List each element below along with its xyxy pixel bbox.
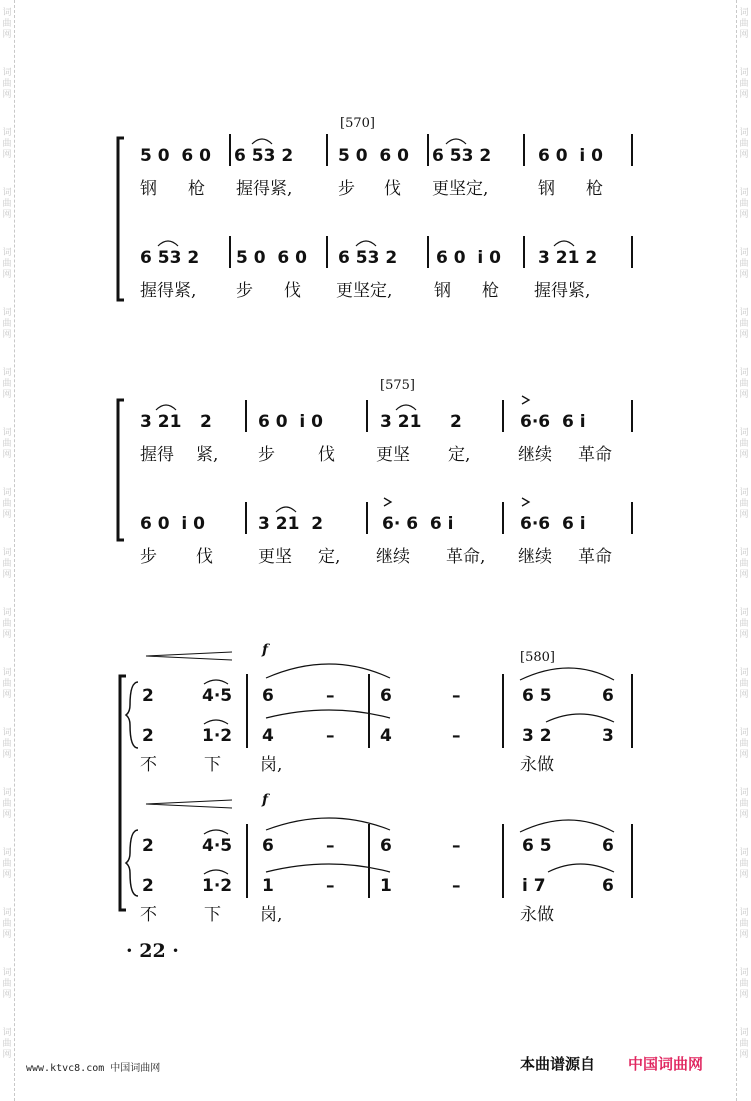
note: 6 bbox=[262, 686, 274, 706]
barline bbox=[245, 502, 247, 534]
note-group: 6·6 6 i bbox=[520, 412, 586, 432]
note: 3 2 bbox=[522, 726, 552, 746]
note: i 7 bbox=[522, 876, 546, 896]
slur bbox=[266, 864, 390, 872]
system-bracket bbox=[118, 138, 124, 300]
barline bbox=[229, 236, 231, 268]
barline bbox=[245, 400, 247, 432]
lyric: 下 bbox=[204, 905, 221, 925]
note: – bbox=[452, 836, 461, 856]
slur bbox=[156, 405, 176, 410]
watermark-glyphs: 词 曲 网 bbox=[2, 548, 12, 580]
note: 6 bbox=[380, 686, 392, 706]
slur bbox=[520, 820, 614, 832]
lyric: 伐 bbox=[318, 445, 335, 465]
lyric: 钢 bbox=[538, 179, 555, 199]
lyric: 钢 bbox=[140, 179, 157, 199]
barline bbox=[368, 674, 370, 748]
lyric: 继续 bbox=[518, 547, 552, 567]
slur bbox=[266, 818, 390, 830]
note: 6 5 bbox=[522, 836, 552, 856]
note: 4 bbox=[380, 726, 392, 746]
slur bbox=[396, 405, 416, 410]
barline bbox=[229, 134, 231, 166]
note: – bbox=[452, 726, 461, 746]
slur bbox=[204, 870, 228, 874]
crescendo-hairpin bbox=[146, 800, 232, 808]
watermark-glyphs: 词 曲 网 bbox=[2, 188, 12, 220]
measure-number: [575] bbox=[380, 378, 415, 393]
barline bbox=[366, 400, 368, 432]
barline bbox=[631, 502, 633, 534]
lyric: 握得紧, bbox=[236, 179, 293, 199]
lyric: 不 bbox=[140, 905, 157, 925]
slur bbox=[204, 720, 228, 724]
watermark-glyphs: 词 曲 网 bbox=[2, 728, 12, 760]
lyric: 岗, bbox=[260, 905, 283, 925]
note: 1·2 bbox=[202, 726, 233, 746]
note-group: 3 21 bbox=[380, 412, 422, 432]
watermark-glyphs: 词 曲 网 bbox=[739, 668, 749, 700]
slur bbox=[548, 864, 614, 872]
lyric: 枪 bbox=[482, 281, 499, 301]
note-group: 6 53 2 bbox=[432, 146, 492, 166]
dynamic-marking: f bbox=[262, 792, 269, 808]
lyric: 不 bbox=[140, 755, 157, 775]
lyric: 钢 bbox=[434, 281, 451, 301]
watermark-glyphs: 词 曲 网 bbox=[2, 248, 12, 280]
note-group: 6 53 2 bbox=[338, 248, 398, 268]
note: 4 bbox=[262, 726, 274, 746]
note: 1 bbox=[380, 876, 392, 896]
note-group: 5 0 6 0 bbox=[338, 146, 409, 166]
barline bbox=[523, 134, 525, 166]
watermark-glyphs: 词 曲 网 bbox=[739, 248, 749, 280]
watermark-glyphs: 词 曲 网 bbox=[739, 1028, 749, 1060]
lyric: 更坚 bbox=[258, 547, 292, 567]
lyric: 永做 bbox=[520, 905, 554, 925]
slur bbox=[520, 668, 614, 680]
lyric: 步 bbox=[140, 547, 157, 567]
slur bbox=[554, 241, 574, 246]
system-bracket bbox=[118, 400, 124, 540]
note-group: 6·6 6 i bbox=[520, 514, 586, 534]
lyric: 更坚定, bbox=[432, 179, 489, 199]
note-group: 6 0 i 0 bbox=[258, 412, 323, 432]
watermark-glyphs: 词 曲 网 bbox=[739, 368, 749, 400]
note: 2 bbox=[142, 686, 154, 706]
watermark-glyphs: 词 曲 网 bbox=[739, 68, 749, 100]
barline bbox=[631, 674, 633, 748]
note: 2 bbox=[142, 876, 154, 896]
lyric: 永做 bbox=[520, 755, 554, 775]
note-group: 6 0 i 0 bbox=[140, 514, 205, 534]
slur bbox=[266, 664, 390, 678]
slur bbox=[158, 241, 178, 246]
note-group: 6 53 2 bbox=[234, 146, 294, 166]
barline bbox=[631, 236, 633, 268]
watermark-glyphs: 词 曲 网 bbox=[739, 728, 749, 760]
watermark-glyphs: 词 曲 网 bbox=[739, 428, 749, 460]
note: 2 bbox=[142, 726, 154, 746]
watermark-glyphs: 词 曲 网 bbox=[2, 608, 12, 640]
watermark-glyphs: 词 曲 网 bbox=[739, 848, 749, 880]
slur bbox=[356, 241, 376, 246]
lyric: 更坚定, bbox=[336, 281, 393, 301]
watermark-glyphs: 词 曲 网 bbox=[739, 488, 749, 520]
note: – bbox=[326, 726, 335, 746]
footer-source-label: 本曲谱源自 bbox=[520, 1055, 596, 1073]
lyric: 定, bbox=[448, 445, 471, 465]
brace bbox=[126, 682, 138, 748]
lyric: 握得紧, bbox=[140, 281, 197, 301]
barline bbox=[631, 824, 633, 898]
footer-brand: 中国词曲网 bbox=[628, 1055, 704, 1073]
measure-number: [570] bbox=[340, 116, 375, 131]
note-group: 6 0 i 0 bbox=[436, 248, 501, 268]
watermark-glyphs: 词 曲 网 bbox=[739, 788, 749, 820]
note: 4·5 bbox=[202, 686, 233, 706]
lyric: 枪 bbox=[586, 179, 603, 199]
watermark-glyphs: 词 曲 网 bbox=[2, 128, 12, 160]
note-group: 5 0 6 0 bbox=[236, 248, 307, 268]
slur bbox=[266, 710, 390, 718]
watermark-glyphs: 词 曲 网 bbox=[739, 608, 749, 640]
barline bbox=[427, 236, 429, 268]
lyric: 步 bbox=[338, 179, 355, 199]
barline bbox=[368, 824, 370, 898]
note: 3 bbox=[602, 726, 614, 746]
brace bbox=[126, 830, 138, 896]
note-group: 3 21 2 bbox=[258, 514, 324, 534]
lyric: 步 bbox=[236, 281, 253, 301]
lyric: 伐 bbox=[196, 547, 213, 567]
barline bbox=[326, 236, 328, 268]
lyric: 革命 bbox=[578, 445, 612, 465]
barline bbox=[502, 824, 504, 898]
lyric: 定, bbox=[318, 547, 341, 567]
lyric: 继续 bbox=[376, 547, 410, 567]
slur bbox=[276, 507, 296, 512]
barline bbox=[366, 502, 368, 534]
footer-url: www.ktvc8.com 中国词曲网 bbox=[26, 1063, 161, 1074]
note: 1·2 bbox=[202, 876, 233, 896]
watermark-glyphs: 词 曲 网 bbox=[739, 188, 749, 220]
accent bbox=[522, 396, 529, 404]
lyric: 枪 bbox=[188, 179, 205, 199]
barline bbox=[326, 134, 328, 166]
note: 6 5 bbox=[522, 686, 552, 706]
lyric: 步 bbox=[258, 445, 275, 465]
note-group: 6· 6 6 i bbox=[382, 514, 454, 534]
note-group: 3 21 bbox=[140, 412, 182, 432]
note: 6 bbox=[602, 836, 614, 856]
note-group: 3 21 2 bbox=[538, 248, 598, 268]
watermark-glyphs: 词 曲 网 bbox=[2, 308, 12, 340]
dynamic-marking: f bbox=[262, 642, 269, 658]
watermark-glyphs: 词 曲 网 bbox=[2, 968, 12, 1000]
note-group: 6 0 i 0 bbox=[538, 146, 603, 166]
note-group: 6 53 2 bbox=[140, 248, 200, 268]
watermark-glyphs: 词 曲 网 bbox=[739, 548, 749, 580]
barline bbox=[502, 502, 504, 534]
accent bbox=[384, 498, 391, 506]
note: – bbox=[452, 686, 461, 706]
note: 1 bbox=[262, 876, 274, 896]
note: 6 bbox=[602, 686, 614, 706]
lyric: 下 bbox=[204, 755, 221, 775]
barline bbox=[631, 134, 633, 166]
note: – bbox=[326, 686, 335, 706]
lyric: 继续 bbox=[518, 445, 552, 465]
lyric: 握得 bbox=[140, 445, 174, 465]
watermark-glyphs: 词 曲 网 bbox=[2, 788, 12, 820]
slur bbox=[204, 830, 228, 834]
note-group: 5 0 6 0 bbox=[140, 146, 211, 166]
watermark-glyphs: 词 曲 网 bbox=[2, 848, 12, 880]
slur bbox=[204, 680, 228, 684]
barline bbox=[502, 674, 504, 748]
note: 6 bbox=[262, 836, 274, 856]
watermark-glyphs: 词 曲 网 bbox=[739, 908, 749, 940]
watermark-glyphs: 词 曲 网 bbox=[2, 1028, 12, 1060]
watermark-glyphs: 词 曲 网 bbox=[739, 308, 749, 340]
note: 4·5 bbox=[202, 836, 233, 856]
slur bbox=[546, 714, 614, 722]
crescendo-hairpin bbox=[146, 652, 232, 660]
watermark-glyphs: 词 曲 网 bbox=[2, 668, 12, 700]
slur bbox=[252, 139, 272, 144]
lyric: 紧, bbox=[196, 445, 219, 465]
barline bbox=[246, 824, 248, 898]
note: – bbox=[452, 876, 461, 896]
barline bbox=[427, 134, 429, 166]
watermark-glyphs: 词 曲 网 bbox=[2, 488, 12, 520]
system-bracket bbox=[120, 676, 126, 910]
watermark-glyphs: 词 曲 网 bbox=[739, 968, 749, 1000]
barline bbox=[246, 674, 248, 748]
note-group: 2 bbox=[450, 412, 462, 432]
barline bbox=[523, 236, 525, 268]
watermark-glyphs: 词 曲 网 bbox=[2, 908, 12, 940]
note: – bbox=[326, 876, 335, 896]
barline bbox=[502, 400, 504, 432]
watermark-glyphs: 词 曲 网 bbox=[739, 128, 749, 160]
watermark-glyphs: 词 曲 网 bbox=[2, 8, 12, 40]
slur bbox=[446, 139, 466, 144]
note-group: 2 bbox=[200, 412, 212, 432]
lyric: 革命 bbox=[578, 547, 612, 567]
accent bbox=[522, 498, 529, 506]
lyric: 握得紧, bbox=[534, 281, 591, 301]
barline bbox=[631, 400, 633, 432]
watermark-glyphs: 词 曲 网 bbox=[739, 8, 749, 40]
note: 2 bbox=[142, 836, 154, 856]
lyric: 革命, bbox=[446, 547, 486, 567]
lyric: 伐 bbox=[284, 281, 301, 301]
lyric: 更坚 bbox=[376, 445, 410, 465]
note: 6 bbox=[380, 836, 392, 856]
watermark-glyphs: 词 曲 网 bbox=[2, 428, 12, 460]
note: – bbox=[326, 836, 335, 856]
lyric: 伐 bbox=[384, 179, 401, 199]
note: 6 bbox=[602, 876, 614, 896]
page-number: · 22 · bbox=[126, 940, 179, 962]
watermark-glyphs: 词 曲 网 bbox=[2, 368, 12, 400]
watermark-glyphs: 词 曲 网 bbox=[2, 68, 12, 100]
lyric: 岗, bbox=[260, 755, 283, 775]
measure-number: [580] bbox=[520, 650, 555, 665]
